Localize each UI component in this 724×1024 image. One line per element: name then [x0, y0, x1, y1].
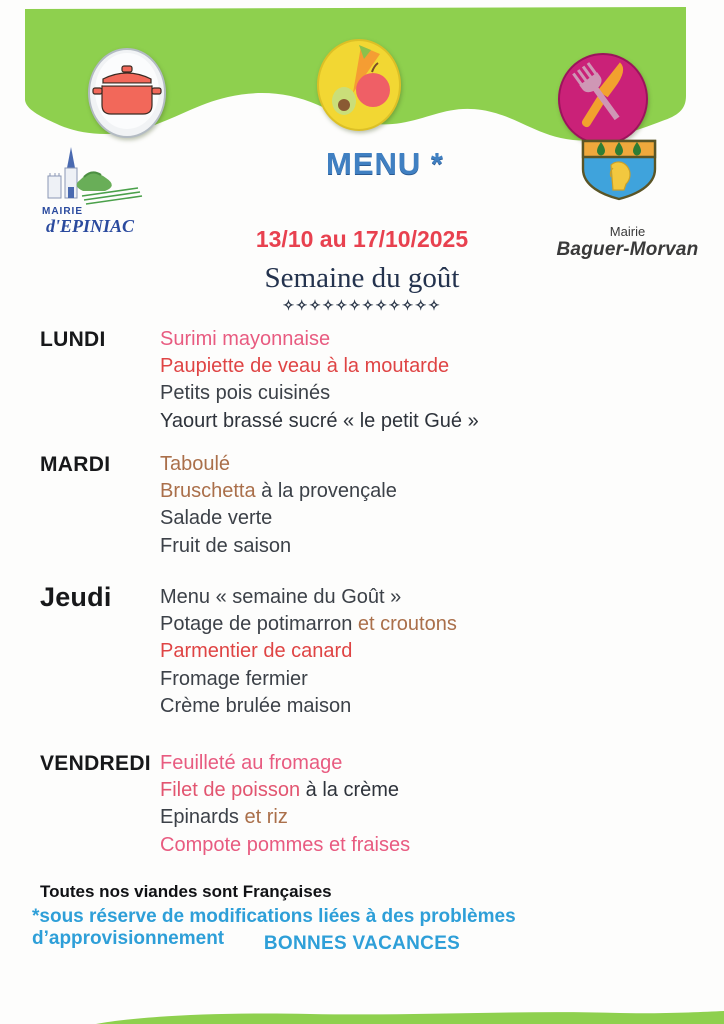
menu-item-segment: et riz	[238, 806, 288, 829]
menu-item	[160, 611, 700, 638]
menu-item-segment: et croutons	[352, 613, 457, 636]
menu-item-segment: Petits pois cuisinés	[160, 382, 331, 405]
menu-item-segment: Feuilleté au fromage	[160, 752, 343, 774]
day-row	[40, 326, 700, 435]
diamond-ornament: ✧✧✧✧✧✧✧✧✧✧✧✧	[282, 297, 442, 313]
page-title: MENU *	[326, 146, 444, 181]
menu-item	[160, 638, 700, 665]
menu-item	[160, 584, 700, 611]
day-row	[40, 451, 700, 560]
day-items	[160, 451, 700, 560]
day-row	[40, 750, 700, 859]
menu-item	[160, 478, 700, 505]
menu-item-segment: Bruschetta	[160, 480, 256, 503]
baguer-morvan-name: Baguer-Morvan	[556, 239, 699, 260]
menu-item	[160, 750, 700, 777]
menu-item-segment: Parmentier de canard	[160, 640, 353, 663]
menu-item-segment: Paupiette de veau à la moutarde	[160, 355, 450, 378]
day-label: VENDREDI	[40, 752, 151, 775]
day-items	[160, 584, 700, 720]
menu-item-segment: Crème brulée maison	[160, 694, 352, 717]
menu-item	[160, 666, 700, 693]
menu-item	[160, 380, 700, 407]
menu-item	[160, 777, 700, 804]
day-label: Jeudi	[40, 582, 112, 612]
cooking-pot-icon	[87, 47, 167, 139]
menu-item-segment: Menu « semaine du Goût »	[160, 586, 402, 608]
menu-item	[160, 804, 700, 831]
cutlery-icon	[557, 53, 649, 145]
menu-item	[160, 353, 700, 380]
day-items	[160, 750, 700, 859]
subtitle: Semaine du goût	[264, 262, 460, 294]
day-label: LUNDI	[40, 328, 106, 351]
date-range: 13/10 au 17/10/2025	[255, 226, 469, 252]
fruits-icon	[317, 39, 401, 131]
green-footer-band	[0, 1006, 724, 1024]
epiniac-mairie-label: MAIRIE	[42, 206, 83, 217]
menu-item	[160, 326, 700, 353]
menu-item-segment: Epinards	[160, 806, 239, 829]
day-row	[40, 584, 700, 720]
menu-item	[160, 832, 700, 859]
menu-item-segment: Compote pommes et fraises	[160, 833, 411, 856]
menu-item-segment: à la provençale	[255, 480, 397, 503]
epiniac-name-label: d'EPINIAC	[46, 216, 135, 236]
footer-vacances: BONNES VACANCES	[263, 933, 461, 954]
menu-item-segment: Potage de potimarron	[160, 613, 353, 636]
menu-item-segment: Yaourt brassé sucré « le petit Gué »	[160, 409, 479, 432]
day-label: MARDI	[40, 453, 111, 476]
menu-item-segment: Taboulé	[160, 453, 231, 475]
menu-item-segment: Filet de poisson	[160, 779, 301, 802]
menu-item-segment: Surimi mayonnaise	[160, 328, 331, 350]
day-items	[160, 326, 700, 435]
menu-item	[160, 533, 700, 560]
menu-item-segment: Fromage fermier	[160, 667, 308, 690]
menu-item-segment: Salade verte	[160, 507, 273, 530]
baguer-morvan-mairie: Mairie	[609, 224, 646, 239]
menu-item	[160, 505, 700, 532]
menu-item-segment: Fruit de saison	[160, 534, 292, 557]
menu-item	[160, 451, 700, 478]
footer-meat-note: Toutes nos viandes sont Françaises	[40, 882, 332, 901]
menu-item	[160, 693, 700, 720]
menu-item	[160, 408, 700, 435]
footer-reservation-note: *sous réserve de modifications liées à des problèmes d’approvisionnement	[32, 906, 516, 949]
menu-item-segment: à la crème	[300, 779, 400, 802]
